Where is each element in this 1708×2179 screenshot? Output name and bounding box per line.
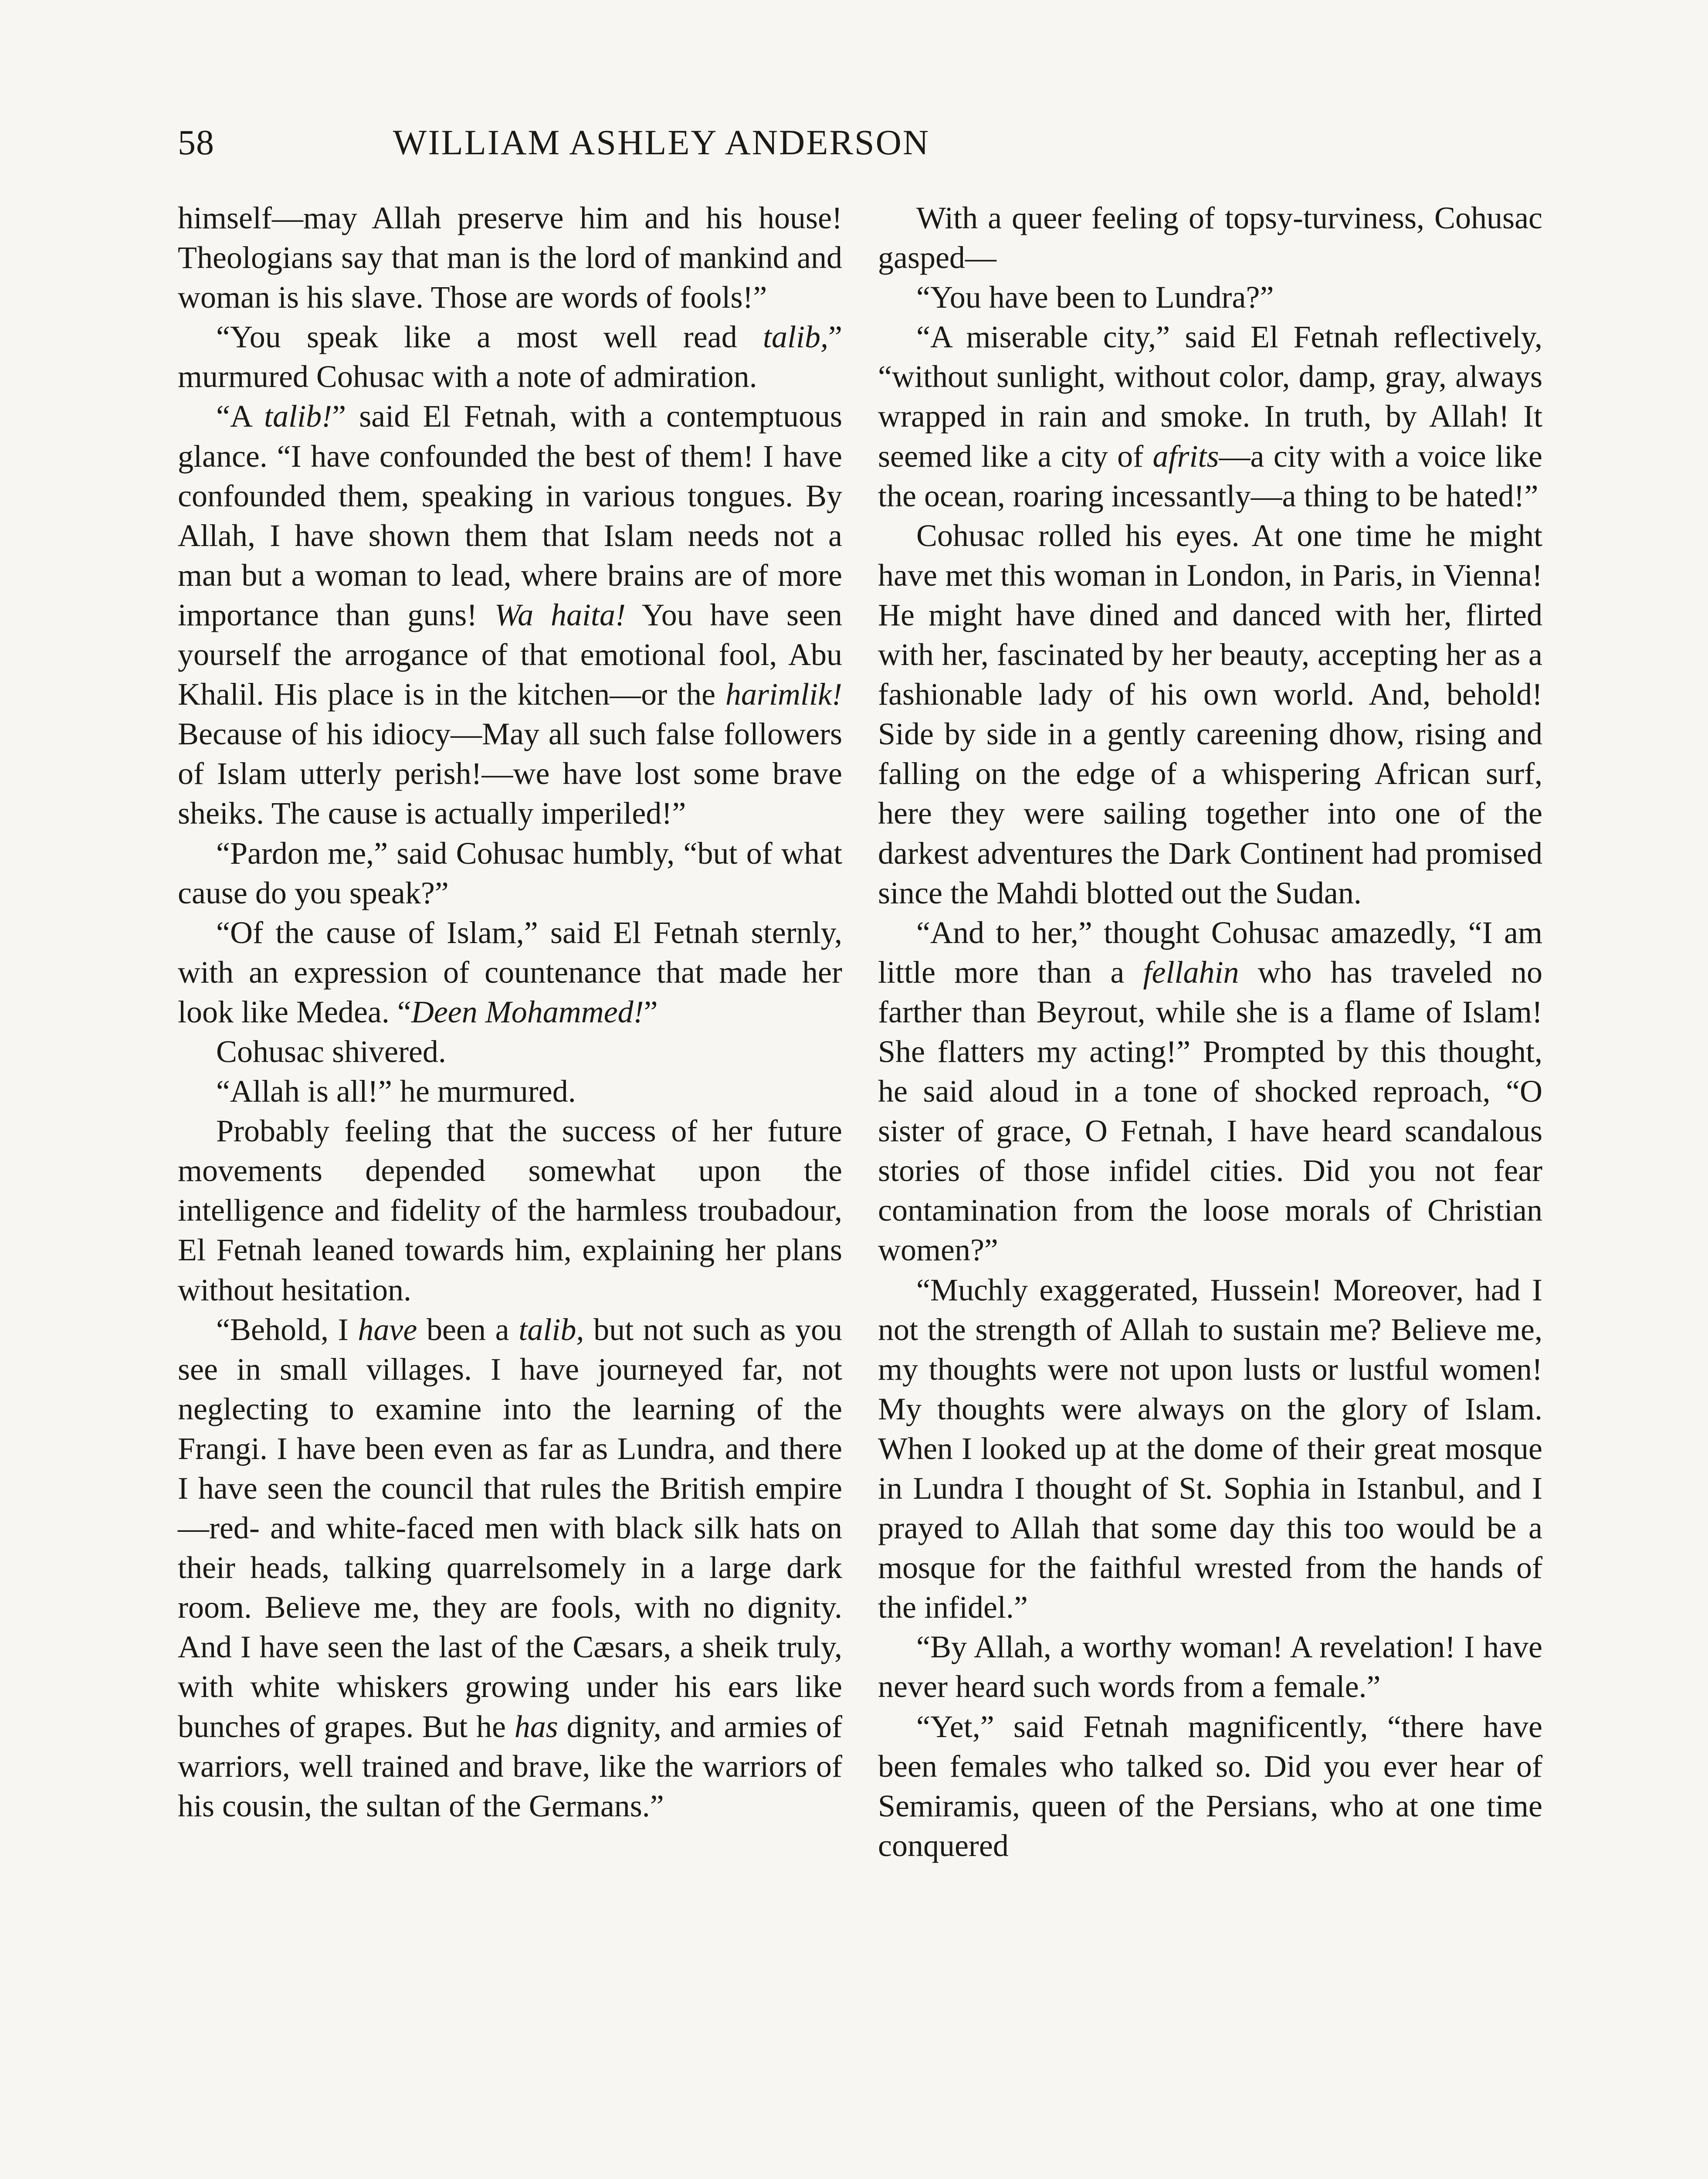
paragraph: “Allah is all!” he murmured. [216,1074,576,1109]
page-number: 58 [178,122,214,162]
paragraph: “A miserable city,” said El Fetnah reflectively, “without sunlight, without color, damp, gray, always wrapped in rain and smoke. In truth, by Allah! It seemed like a city of afrits—a city with a voice like the ocean, roaring incessantly—a thing to be hated!” [878,319,1542,513]
page-header [178,113,1145,179]
running-head: WILLIAM ASHLEY ANDERSON [393,122,930,162]
paragraph: “You have been to Lundra?” [916,280,1274,315]
left-column [178,198,842,1826]
paragraph: With a queer feeling of topsy-turviness, Cohusac gasped— [878,200,1542,275]
paragraph: “Yet,” said Fetnah magnificently, “there have been females who talked so. Did you ever hear of Semiramis, queen of the Persians, who at one time conquered [878,1709,1542,1863]
paragraph: “You speak like a most well read talib,” murmured Cohusac with a note of admiration. [178,319,842,394]
paragraph: “Of the cause of Islam,” said El Fetnah sternly, with an expression of countenance that made her look like Medea. “Deen Mohammed!” [178,915,842,1029]
right-column [878,198,1542,1866]
paragraph: “Behold, I have been a talib, but not such as you see in small villages. I have journeyed far, not neglecting to examine into the learning of the Frangi. I have been even as far as Lundra, and there I have seen the council that rules the British empire—red- and white-faced men with black silk hats on their heads, talking quarrelsomely in a large dark room. Believe me, they are fools, with no dignity. And I have seen the last of the Cæsars, a sheik truly, with white whiskers growing under his ears like bunches of grapes. But he has dignity, and armies of warriors, well trained and brave, like the warriors of his cousin, the sultan of the Germans.” [178,1312,843,1823]
paragraph: himself—may Allah preserve him and his house! Theologians say that man is the lord of mankind and woman is his slave. Those are words of fools!” [178,200,842,315]
paragraph: Cohusac rolled his eyes. At one time he might have met this woman in London, in Paris, in Vienna! He might have dined and danced with her, flirted with her, fascinated by her beauty, accepting her as a fashionable lady of his own world. And, behold! Side by side in a gently careening dhow, rising and falling on the edge of a whispering African surf, here they were sailing together into one of the darkest adventures the Dark Continent had promised since the Mahdi blotted out the Sudan. [878,518,1542,910]
paragraph: Probably feeling that the success of her future movements depended somewhat upon the intelligence and fidelity of the harmless troubadour, El Fetnah leaned towards him, explaining her plans without hesitation. [178,1113,842,1307]
paragraph: “By Allah, a worthy woman! A revelation! I have never heard such words from a female.” [878,1629,1542,1704]
paragraph: Cohusac shivered. [216,1034,446,1069]
paragraph: “A talib!” said El Fetnah, with a contemptuous glance. “I have confounded the best of them! I have confounded them, speaking in various tongues. By Allah, I have shown them that Islam needs not a man but a woman to lead, where brains are of more importance than guns! Wa haita! You have seen yourself the arrogance of that emotional fool, Abu Khalil. His place is in the kitchen—or the harimlik! Because of his idiocy—May all such false followers of Islam utterly perish!—we have lost some brave sheiks. The cause is actually imperiled!” [178,399,842,831]
paragraph: “And to her,” thought Cohusac amazedly, “I am little more than a fellahin who has traveled no farther than Beyrout, while she is a flame of Islam! She flatters my acting!” Prompted by this thought, he said aloud in a tone of shocked reproach, “O sister of grace, O Fetnah, I have heard scandalous stories of those infidel cities. Did you not fear contamination from the loose morals of Christian women?” [878,915,1542,1268]
paragraph: “Pardon me,” said Cohusac humbly, “but of what cause do you speak?” [178,835,842,910]
paragraph: “Muchly exaggerated, Hussein! Moreover, had I not the strength of Allah to sustain me? Believe me, my thoughts were not upon lusts or lustful women! My thoughts were always on the glory of Islam. When I looked up at the dome of their great mosque in Lundra I thought of St. Sophia in Istanbul, and I prayed to Allah that some day this too would be a mosque for the faithful wrested from the hands of the infidel.” [878,1272,1542,1625]
